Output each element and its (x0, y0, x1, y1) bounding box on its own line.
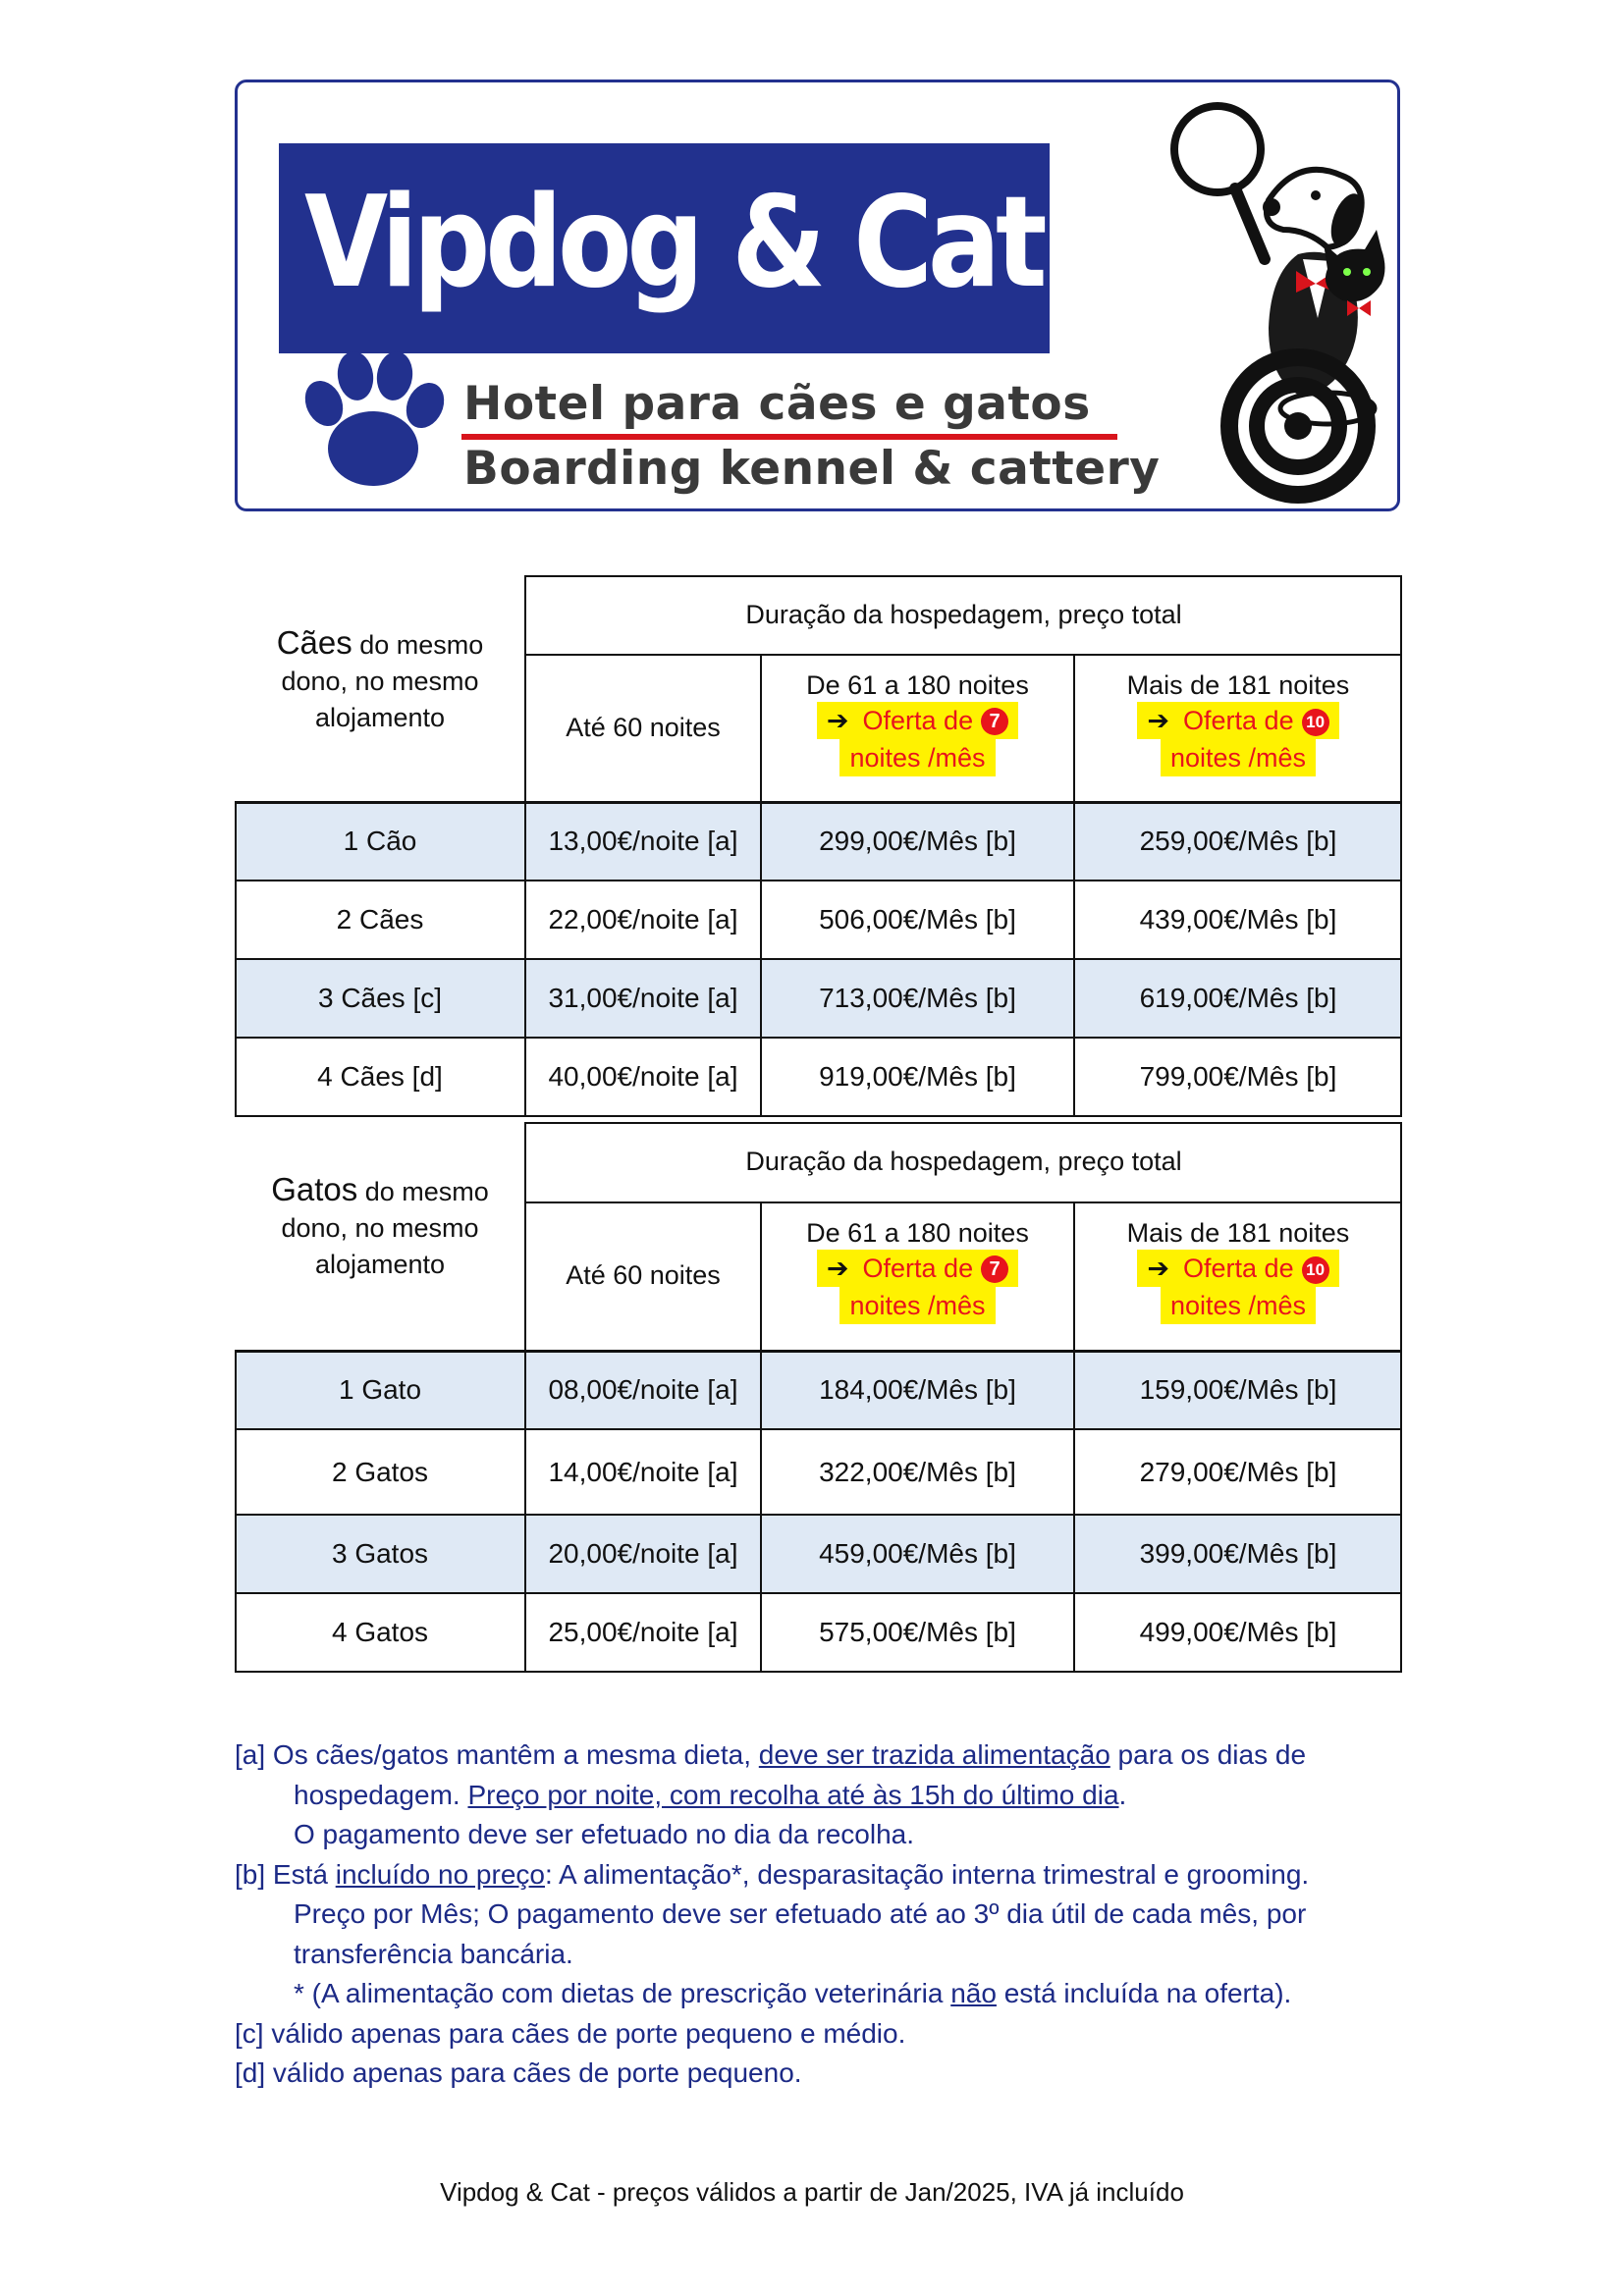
row-label: 4 Gatos (331, 1617, 429, 1647)
offer-badge (1137, 702, 1338, 739)
offer-text: Oferta de (1183, 706, 1294, 735)
dogs-col-61-180 (761, 670, 1074, 776)
arrow-right-icon: ➔ (826, 706, 849, 735)
offer-badge-suffix: noites /mês (839, 1287, 995, 1324)
grid-line (235, 802, 237, 1117)
price-cell: 159,00€/Mês [b] (1139, 1374, 1337, 1405)
dog-and-cat-mascot-icon (1003, 82, 1396, 505)
cats-col-181-plus (1074, 1218, 1402, 1324)
price-cell: 22,00€/noite [a] (548, 904, 738, 934)
offer-badge-suffix: noites /mês (839, 739, 995, 776)
grid-line (235, 880, 1402, 881)
dogs-duration-header: Duração da hospedagem, preço total (745, 600, 1182, 629)
cats-col-up-to-60: Até 60 noites (566, 1260, 721, 1290)
grid-line (760, 1201, 762, 1673)
price-cell: 40,00€/noite [a] (548, 1061, 738, 1092)
arrow-right-icon: ➔ (1147, 1254, 1170, 1283)
grid-line (235, 1115, 1402, 1117)
grid-line (1073, 1201, 1075, 1673)
price-cell: 31,00€/noite [a] (548, 983, 738, 1013)
grid-line (235, 1671, 1402, 1673)
price-cell: 619,00€/Mês [b] (1139, 983, 1337, 1013)
row-label: 2 Cães (336, 904, 424, 934)
price-cell: 439,00€/Mês [b] (1139, 904, 1337, 934)
grid-line (235, 1037, 1402, 1039)
price-cell: 13,00€/noite [a] (548, 826, 738, 856)
grid-line (525, 654, 1402, 656)
arrow-right-icon: ➔ (1147, 706, 1170, 735)
cats-duration-header: Duração da hospedagem, preço total (745, 1147, 1182, 1176)
note-d: [d] válido apenas para cães de porte pequeno. (235, 2057, 802, 2088)
price-cell: 08,00€/noite [a] (548, 1374, 738, 1405)
price-cell: 499,00€/Mês [b] (1139, 1617, 1337, 1647)
row-label: 2 Gatos (331, 1456, 429, 1487)
offer-badge-suffix: noites /mês (1161, 739, 1316, 776)
col-title: Mais de 181 noites (1126, 1218, 1350, 1248)
grid-line (1400, 1122, 1402, 1673)
note-b-line4: * (A alimentação com dietas de prescrição veterinária não está incluída na oferta). (294, 1978, 1292, 2008)
grid-line (235, 1514, 1402, 1516)
grid-line (1073, 654, 1075, 1117)
grid-line (235, 958, 1402, 960)
note-b-line3: transferência bancária. (294, 1938, 573, 1969)
grid-line (524, 575, 526, 1117)
price-cell: 14,00€/noite [a] (548, 1456, 738, 1487)
row-label: 1 Cão (343, 826, 417, 856)
row-label: 3 Gatos (331, 1538, 429, 1569)
price-cell: 459,00€/Mês [b] (819, 1538, 1016, 1569)
logo-title: Vipdog & Cat (304, 170, 1043, 316)
grid-line (524, 1122, 526, 1673)
offer-text: Oferta de (862, 1254, 974, 1283)
note-b: [b] Está incluído no preço: A alimentação*, desparasitação interna trimestral e grooming. (235, 1858, 1310, 1890)
grid-line (1400, 575, 1402, 1117)
offer-badge (817, 1250, 1018, 1287)
grid-line (525, 1201, 1402, 1203)
price-cell: 506,00€/Mês [b] (819, 904, 1016, 934)
dogs-col-up-to-60: Até 60 noites (566, 713, 721, 742)
col-title: Mais de 181 noites (1126, 670, 1350, 700)
cats-group-label: Gatos do mesmo dono, no mesmo alojamento (271, 1171, 489, 1279)
footnotes (235, 1735, 1413, 2094)
row-label: 1 Gato (338, 1374, 422, 1405)
offer-badge (1137, 1250, 1338, 1287)
cats-col-61-180 (761, 1218, 1074, 1324)
offer-number: 7 (981, 708, 1008, 735)
price-cell: 259,00€/Mês [b] (1139, 826, 1337, 856)
arrow-right-icon: ➔ (826, 1254, 849, 1283)
note-c: [c] válido apenas para cães de porte pequeno e médio. (235, 2017, 906, 2049)
offer-text: Oferta de (1183, 1254, 1294, 1283)
dogs-group-label: Cães do mesmo dono, no mesmo alojamento (276, 624, 484, 732)
price-cell: 799,00€/Mês [b] (1139, 1061, 1337, 1092)
price-cell: 399,00€/Mês [b] (1139, 1538, 1337, 1569)
offer-text: Oferta de (862, 706, 974, 735)
price-cell: 919,00€/Mês [b] (819, 1061, 1016, 1092)
price-cell: 25,00€/noite [a] (548, 1617, 738, 1647)
grid-line (525, 575, 1402, 577)
grid-line (525, 1122, 1402, 1124)
hotel-logo (235, 80, 1400, 511)
grid-line (235, 801, 1402, 804)
logo-subtitle-en: Boarding kennel & cattery (463, 442, 1161, 496)
grid-line (235, 1428, 1402, 1430)
price-cell: 279,00€/Mês [b] (1139, 1456, 1337, 1487)
offer-number: 10 (1302, 1256, 1329, 1284)
price-cell: 299,00€/Mês [b] (819, 826, 1016, 856)
col-title: De 61 a 180 noites (806, 1218, 1029, 1248)
grid-line (760, 654, 762, 1117)
note-a-line3: O pagamento deve ser efetuado no dia da recolha. (294, 1819, 914, 1849)
price-cell: 575,00€/Mês [b] (819, 1617, 1016, 1647)
price-cell: 184,00€/Mês [b] (819, 1374, 1016, 1405)
offer-badge (817, 702, 1018, 739)
row-label: 4 Cães [d] (317, 1061, 443, 1092)
note-a-line2: hospedagem. Preço por noite, com recolha até às 15h do último dia. (294, 1779, 1127, 1810)
offer-number: 7 (981, 1255, 1008, 1283)
row-label: 3 Cães [c] (317, 983, 443, 1013)
col-title: De 61 a 180 noites (806, 670, 1029, 700)
note-b-line2: Preço por Mês; O pagamento deve ser efetuado até ao 3º dia útil de cada mês, por (294, 1898, 1307, 1929)
paw-icon (295, 343, 452, 500)
dogs-col-181-plus (1074, 670, 1402, 776)
offer-badge-suffix: noites /mês (1161, 1287, 1316, 1324)
note-a: [a] Os cães/gatos mantêm a mesma dieta, deve ser trazida alimentação para os dias de (235, 1739, 1307, 1770)
price-cell: 20,00€/noite [a] (548, 1538, 738, 1569)
offer-number: 10 (1302, 709, 1329, 736)
grid-line (235, 1592, 1402, 1594)
price-cell: 713,00€/Mês [b] (819, 983, 1016, 1013)
logo-subtitle-pt: Hotel para cães e gatos (463, 377, 1091, 431)
page-footer: Vipdog & Cat - preços válidos a partir de Jan/2025, IVA já incluído (440, 2177, 1184, 2207)
grid-line (235, 1351, 237, 1673)
price-cell: 322,00€/Mês [b] (819, 1456, 1016, 1487)
grid-line (235, 1350, 1402, 1353)
